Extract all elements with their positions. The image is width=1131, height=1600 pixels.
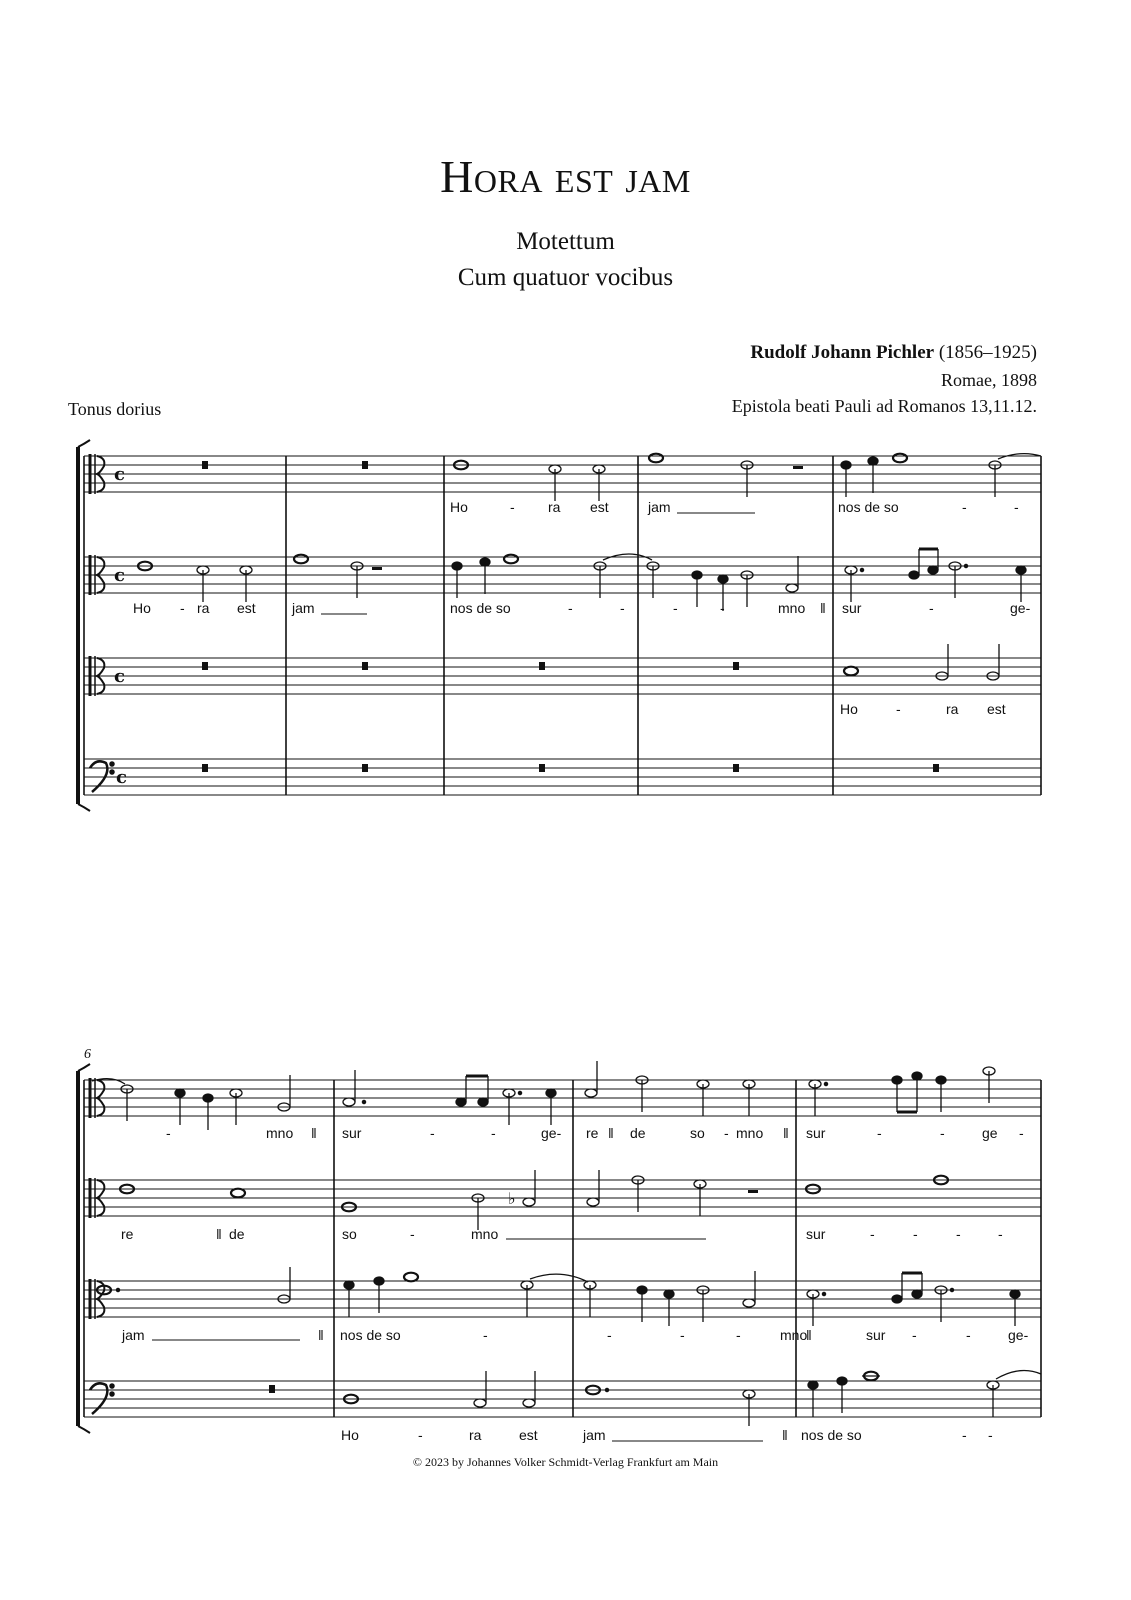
dot <box>116 1288 119 1291</box>
note <box>893 454 907 463</box>
cut-time-icon: c <box>116 767 127 788</box>
lyric: jam <box>122 1327 145 1343</box>
cut-time-icon: c <box>114 565 125 586</box>
lyric: - <box>877 1125 882 1141</box>
rest-icon <box>202 662 208 670</box>
lyric: ‖ <box>820 600 826 616</box>
lyric: ra <box>548 499 561 515</box>
lyric: - <box>962 1427 967 1443</box>
cut-time-icon: c <box>114 666 125 687</box>
bracket-bottom-2 <box>78 1426 90 1433</box>
lyric: sur <box>806 1226 826 1242</box>
tie <box>996 1370 1041 1379</box>
lyric: nos de so <box>340 1327 401 1343</box>
text-source: Epistola beati Pauli ad Romanos 13,11.12. <box>731 396 1037 416</box>
lyric: - <box>1014 499 1019 515</box>
note <box>912 1290 922 1298</box>
lyric: jam <box>648 499 671 515</box>
lyric: de <box>630 1125 646 1141</box>
lyric: ge <box>982 1125 998 1141</box>
composer-name: Rudolf Johann Pichler <box>750 342 935 363</box>
lyric: - <box>724 1125 729 1141</box>
lyric: ge- <box>541 1125 562 1141</box>
barlines-2 <box>84 1080 1041 1417</box>
subtitle-2: Cum quatuor vocibus <box>457 264 674 291</box>
lyric: ra <box>946 701 959 717</box>
time-signatures <box>114 464 127 788</box>
system-1 <box>78 440 1041 811</box>
lyric: so <box>690 1125 705 1141</box>
bracket-top <box>78 440 90 447</box>
lyric-extenders <box>152 513 763 1441</box>
lyric: - <box>673 600 678 616</box>
lyric: Ho <box>840 701 858 717</box>
clefs <box>90 454 114 1414</box>
note <box>928 566 938 574</box>
note <box>844 667 858 676</box>
bracket-bottom <box>78 804 90 811</box>
note <box>587 1198 599 1206</box>
lyric: - <box>913 1226 918 1242</box>
lyric: Ho <box>133 600 151 616</box>
dot <box>822 1292 825 1295</box>
piece-title: Hora est jam <box>440 151 691 202</box>
rest-icon <box>733 662 739 670</box>
lyric: - <box>998 1226 1003 1242</box>
lyric: mno <box>778 600 806 616</box>
lyric: est <box>237 600 256 616</box>
note <box>478 1098 488 1106</box>
note <box>743 1299 755 1307</box>
note <box>231 1189 245 1198</box>
lyric: - <box>912 1327 917 1343</box>
tie <box>92 1079 125 1084</box>
lyric: jam <box>292 600 315 616</box>
note <box>523 1399 535 1407</box>
lyric: - <box>418 1427 423 1443</box>
lyric: - <box>607 1327 612 1343</box>
lyric: nos de so <box>838 499 899 515</box>
lyric: de <box>229 1226 245 1242</box>
lyric: ra <box>469 1427 482 1443</box>
rest-icon <box>539 662 545 670</box>
lyric: ra <box>197 600 210 616</box>
note <box>892 1295 902 1303</box>
subtitle: Motettum <box>516 228 615 255</box>
lyric: mno <box>471 1226 499 1242</box>
lyric: re <box>121 1226 134 1242</box>
half-rest-icon <box>793 466 803 469</box>
lyric: sur <box>342 1125 362 1141</box>
lyric: - <box>166 1125 171 1141</box>
lyric: ‖ <box>216 1226 222 1242</box>
staff-2-4 <box>84 1381 1041 1417</box>
lyric: ‖ <box>806 1327 812 1343</box>
lyric: - <box>410 1226 415 1242</box>
note <box>523 1198 535 1206</box>
lyric: - <box>180 600 185 616</box>
staff-1-4 <box>84 759 1041 795</box>
copyright-footer: © 2023 by Johannes Volker Schmidt-Verlag Frankfurt am Main <box>412 1455 719 1469</box>
lyric: - <box>966 1327 971 1343</box>
lyric: sur <box>806 1125 826 1141</box>
note <box>294 555 308 564</box>
composer-dates: (1856–1925) <box>938 342 1037 363</box>
note <box>404 1273 418 1282</box>
note <box>649 454 663 463</box>
note <box>456 1098 466 1106</box>
lyric: - <box>736 1327 741 1343</box>
dot <box>824 1082 827 1085</box>
lyric: nos de so <box>450 600 511 616</box>
lyric: est <box>987 701 1006 717</box>
lyric: ‖ <box>311 1125 317 1141</box>
lyric: - <box>988 1427 993 1443</box>
lyric: mno <box>780 1327 808 1343</box>
rest-icon <box>362 461 368 469</box>
lyric: mno <box>736 1125 764 1141</box>
lyric: - <box>620 600 625 616</box>
rest-icon <box>733 764 739 772</box>
system-2 <box>78 1064 1041 1433</box>
staff-1-2 <box>84 557 1041 593</box>
cut-time-icon: c <box>114 464 125 485</box>
half-rest-icon <box>372 567 382 570</box>
lyric: - <box>510 499 515 515</box>
dot <box>860 568 863 571</box>
note <box>786 584 798 592</box>
note <box>585 1089 597 1097</box>
lyric: - <box>483 1327 488 1343</box>
lyric: ‖ <box>608 1125 614 1141</box>
lyric: - <box>430 1125 435 1141</box>
rest-icon <box>362 764 368 772</box>
lyric: ge- <box>1010 600 1031 616</box>
lyric: sur <box>866 1327 886 1343</box>
lyric: re <box>586 1125 599 1141</box>
bracket-top-2 <box>78 1064 90 1071</box>
mode-label: Tonus dorius <box>68 399 162 419</box>
place-date: Romae, 1898 <box>941 370 1037 390</box>
lyric: jam <box>583 1427 606 1443</box>
rest-icon <box>202 461 208 469</box>
lyric: mno <box>266 1125 294 1141</box>
rest-icon <box>202 764 208 772</box>
lyric: - <box>962 499 967 515</box>
rest-icon <box>933 764 939 772</box>
lyric: - <box>568 600 573 616</box>
lyric: - <box>929 600 934 616</box>
lyric: ge- <box>1008 1327 1029 1343</box>
lyric: ‖ <box>782 1427 788 1443</box>
staff-1-3 <box>84 658 1041 694</box>
rest-icon <box>539 764 545 772</box>
lyric: est <box>519 1427 538 1443</box>
lyric: - <box>896 701 901 717</box>
lyric: Ho <box>450 499 468 515</box>
lyric: ‖ <box>783 1125 789 1141</box>
notes-system-1 <box>138 454 1041 680</box>
lyric: - <box>870 1226 875 1242</box>
note <box>504 555 518 564</box>
flat-icon: ♭ <box>508 1191 516 1208</box>
note <box>343 1098 355 1106</box>
lyric: nos de so <box>801 1427 862 1443</box>
measure-number: 6 <box>84 1047 91 1062</box>
half-rest-icon <box>748 1190 758 1193</box>
staff-2-2 <box>84 1180 1041 1216</box>
note <box>474 1399 486 1407</box>
lyric: sur <box>842 600 862 616</box>
lyric: so <box>342 1226 357 1242</box>
lyric: est <box>590 499 609 515</box>
rest-icon <box>269 1385 275 1393</box>
lyric: - <box>1019 1125 1024 1141</box>
dot <box>362 1100 365 1103</box>
dot <box>950 1288 953 1291</box>
rest-icon <box>362 662 368 670</box>
lyric: - <box>491 1125 496 1141</box>
lyric: - <box>680 1327 685 1343</box>
lyric: - <box>956 1226 961 1242</box>
lyric: - <box>720 600 725 616</box>
note <box>909 571 919 579</box>
dot <box>964 564 967 567</box>
lyric: Ho <box>341 1427 359 1443</box>
lyric: ‖ <box>318 1327 324 1343</box>
dot <box>518 1091 521 1094</box>
dot <box>605 1388 608 1391</box>
lyric: - <box>940 1125 945 1141</box>
